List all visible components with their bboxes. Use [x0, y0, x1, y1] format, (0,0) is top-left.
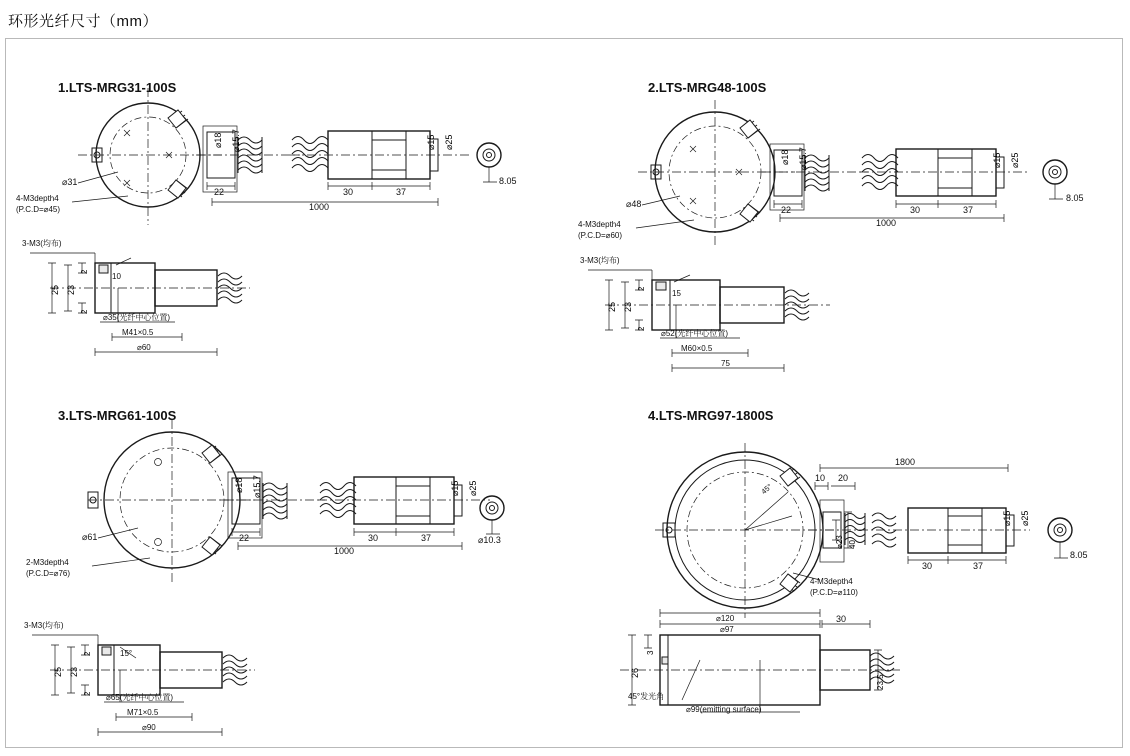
label-s3-d25: ⌀25 — [468, 480, 478, 496]
label-s4-235: 23.5 — [876, 674, 885, 690]
label-s4-3: 3 — [646, 650, 655, 655]
label-s2-30: 30 — [910, 205, 921, 215]
label-s1-d35: ⌀35(光纤中心位置) — [103, 313, 171, 322]
label-s2-37: 37 — [963, 205, 974, 215]
label-s1-d157: ⌀15.7 — [231, 129, 241, 152]
label-s4-30b: 30 — [836, 614, 847, 624]
label-s4-d23: ⌀23 — [835, 535, 844, 549]
label-s2-d18: ⌀18 — [780, 149, 790, 165]
label-s3-37: 37 — [421, 533, 432, 543]
label-s1-805: 8.05 — [499, 176, 517, 186]
label-s1-10: 10 — [112, 272, 121, 281]
label-s1-d25: ⌀25 — [444, 134, 454, 150]
label-s1-d18: ⌀18 — [213, 132, 223, 148]
label-s4-20: 20 — [838, 473, 849, 483]
label-s3-23: 23 — [69, 666, 79, 677]
label-s4-4m3: 4-M3depth4 — [810, 577, 853, 586]
label-s4-26: 26 — [630, 667, 640, 678]
label-s1-2b: 2 — [80, 309, 89, 314]
label-s4-30: 30 — [922, 561, 933, 571]
label-s4-40: 40 — [848, 540, 857, 549]
label-s4-45deg: 45° — [759, 481, 774, 497]
label-s2-3m3: 3-M3(均布) — [580, 256, 620, 265]
label-s1-m41: M41×0.5 — [122, 328, 154, 337]
label-s4-1800: 1800 — [895, 457, 916, 467]
label-s3-m71: M71×0.5 — [127, 708, 159, 717]
label-s1-4m3: 4-M3depth4 — [16, 194, 59, 203]
label-s2-1000: 1000 — [876, 218, 897, 228]
section-1-heading: 1.LTS-MRG31-100S — [58, 80, 177, 95]
label-s2-m60: M60×0.5 — [681, 344, 713, 353]
label-s1-d15: ⌀15 — [426, 134, 436, 150]
label-s1-25: 25 — [50, 284, 60, 295]
label-s1-d31: ⌀31 — [62, 177, 78, 187]
label-s1-d60: ⌀60 — [137, 343, 151, 352]
label-s3-25: 25 — [53, 666, 63, 677]
label-s4-emit-angle: 45°发光角 — [628, 692, 665, 701]
label-s3-d61: ⌀61 — [82, 532, 98, 542]
label-s1-2a: 2 — [80, 269, 89, 274]
label-s2-d157: ⌀15.7 — [798, 147, 808, 170]
label-s2-25: 25 — [607, 301, 617, 312]
label-s3-d15: ⌀15 — [450, 480, 460, 496]
label-s3-2a: 2 — [83, 651, 92, 656]
label-s3-2m3: 2-M3depth4 — [26, 558, 69, 567]
section-4-heading: 4.LTS-MRG97-1800S — [648, 408, 774, 423]
section-3-heading: 3.LTS-MRG61-100S — [58, 408, 177, 423]
label-s1-37: 37 — [396, 187, 407, 197]
label-s4-37: 37 — [973, 561, 984, 571]
label-s4-10: 10 — [815, 473, 826, 483]
label-s4-d25: ⌀25 — [1020, 510, 1030, 526]
label-s2-22: 22 — [781, 205, 792, 215]
label-s3-22: 22 — [239, 533, 250, 543]
label-s3-d18: ⌀18 — [234, 477, 244, 493]
label-s1-pcd: (P.C.D=⌀45) — [16, 205, 61, 214]
label-s4-d15: ⌀15 — [1002, 510, 1012, 526]
label-s4-d97: ⌀97 — [720, 625, 734, 634]
label-s1-22: 22 — [214, 187, 225, 197]
label-s2-d25: ⌀25 — [1010, 152, 1020, 168]
label-s3-30: 30 — [368, 533, 379, 543]
label-s3-3m3: 3-M3(均布) — [24, 621, 64, 630]
label-s1-1000: 1000 — [309, 202, 330, 212]
label-s3-1000: 1000 — [334, 546, 355, 556]
label-s1-23: 23 — [66, 284, 76, 295]
label-s3-d103: ⌀10.3 — [478, 535, 501, 545]
label-s2-805: 8.05 — [1066, 193, 1084, 203]
label-s4-d99: ⌀99(emitting surface) — [686, 705, 762, 714]
section-2-heading: 2.LTS-MRG48-100S — [648, 80, 767, 95]
label-s3-d90: ⌀90 — [142, 723, 156, 732]
label-s2-d52: ⌀52(光纤中心位置) — [661, 329, 729, 338]
label-s3-angle: 15° — [120, 649, 133, 658]
label-s1-30: 30 — [343, 187, 354, 197]
label-s2-pcd: (P.C.D=⌀60) — [578, 231, 623, 240]
label-s4-805: 8.05 — [1070, 550, 1088, 560]
label-s2-d48: ⌀48 — [626, 199, 642, 209]
label-s4-d120: ⌀120 — [716, 614, 735, 623]
label-s2-2a: 2 — [637, 286, 646, 291]
label-s3-2b: 2 — [83, 691, 92, 696]
page-title: 环形光纤尺寸（mm） — [8, 13, 158, 30]
label-s2-4m3: 4-M3depth4 — [578, 220, 621, 229]
label-s2-2b: 2 — [637, 326, 646, 331]
label-s2-75: 75 — [721, 359, 730, 368]
label-s2-15: 15 — [672, 289, 681, 298]
label-s3-pcd: (P.C.D=⌀76) — [26, 569, 71, 578]
label-s3-d157: ⌀15.7 — [252, 475, 262, 498]
label-s2-d15: ⌀15 — [992, 152, 1002, 168]
label-s3-d65: ⌀65(光纤中心位置) — [106, 693, 174, 702]
label-s4-pcd: (P.C.D=⌀110) — [810, 588, 858, 597]
label-s1-3m3: 3-M3(均布) — [22, 239, 62, 248]
label-s2-23: 23 — [623, 301, 633, 312]
